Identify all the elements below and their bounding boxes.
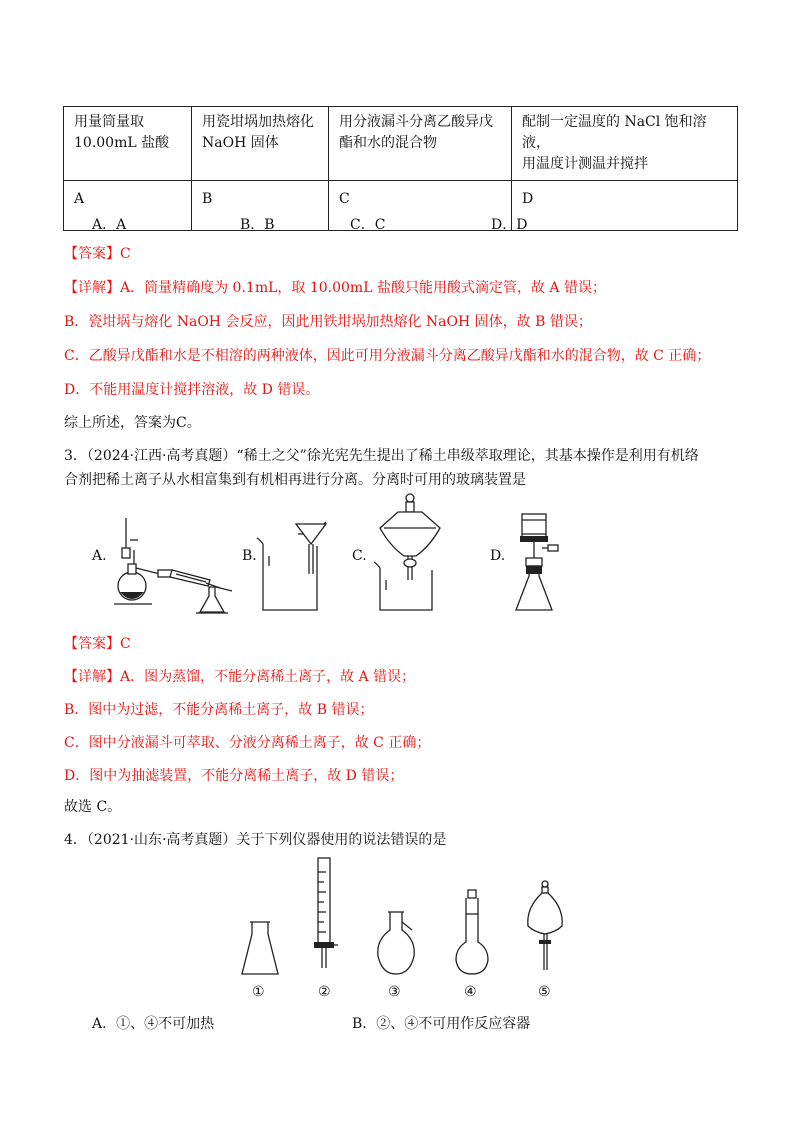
suction-filter-icon [516,514,558,610]
q3-apparatus-figure [60,488,580,618]
detail-line: C．乙酸异戊酯和水是不相溶的两种液体，因此可用分液漏斗分离乙酸异戊酯和水的混合物，故 C 正确； [64,348,711,364]
figure-label: C. [352,548,367,564]
table-cell: A [64,181,192,231]
separatory-funnel-icon [374,494,440,610]
figure-label: ② [318,984,331,1000]
conclusion: 故选 C。 [64,799,122,815]
table-row [64,181,738,231]
table-cell: 用分液漏斗分离乙酸异戊 酯和水的混合物 [329,107,512,181]
question-stem: 合剂把稀土离子从水相富集到有机相再进行分离。分离时可用的玻璃装置是 [64,472,526,488]
figure-label: ③ [388,984,401,1000]
detail-line: 【详解】A．筒量精确度为 0.1mL，取 10.00mL 盐酸只能用酸式滴定管，故 A 错误； [64,280,606,296]
separatory-funnel-icon [528,881,562,970]
detail-line: B．图中为过滤，不能分离稀土离子，故 B 错误； [64,702,374,718]
burette-icon [314,858,338,968]
option-c: C．C [350,217,386,233]
q4-instrument-figure [230,852,570,1002]
figure-label: ① [252,984,265,1000]
conical-flask-icon [242,922,278,974]
figure-label: B. [242,548,257,564]
figure-label: A. [92,548,107,564]
question-stem: 4．（2021·山东·高考真题）关于下列仪器使用的说法错误的是 [64,832,447,848]
answer-label: 【答案】C [64,246,131,262]
table-cell: C [329,181,512,231]
option-a: A．A [92,217,127,233]
detail-line: 【详解】A．图为蒸馏，不能分离稀土离子，故 A 错误； [64,669,416,685]
table-cell: 用瓷坩埚加热熔化 NaOH 固体 [192,107,329,181]
volumetric-flask-icon [456,890,488,974]
detail-line: D．不能用温度计搅拌溶液，故 D 错误。 [64,382,320,398]
conclusion: 综上所述，答案为C。 [64,415,201,431]
filtration-funnel-icon [257,522,326,610]
option-b: B．②、④不可用作反应容器 [352,1016,531,1032]
distilling-flask-icon [378,912,415,974]
figure-label: D. [490,548,506,564]
table-cell: B [192,181,329,231]
table-row [64,107,738,181]
table-cell: D [512,181,738,231]
figure-label: ④ [464,984,477,1000]
table-cell: 配制一定温度的 NaCl 饱和溶液， 用温度计测温并搅拌 [512,107,738,181]
detail-line: C．图中分液漏斗可萃取、分液分离稀土离子，故 C 正确； [64,735,431,751]
detail-line: D．图中为抽滤装置，不能分离稀土离子，故 D 错误； [64,768,404,784]
apparatus-table [63,106,738,231]
option-b: B．B [240,217,275,233]
question-stem: 3．（2024·江西·高考真题）“稀土之父”徐光宪先生提出了稀土串级萃取理论，其基本操作是利用有机络 [64,448,699,464]
table-cell: 用量筒量取 10.00mL 盐酸 [64,107,192,181]
distillation-apparatus-icon [114,518,232,613]
detail-line: B．瓷坩埚与熔化 NaOH 会反应，因此用铁坩埚加热熔化 NaOH 固体，故 B 错误； [64,314,592,330]
option-d: D．D [491,217,528,233]
option-a: A．①、④不可加热 [92,1016,215,1032]
answer-label: 【答案】C [64,636,131,652]
figure-label: ⑤ [538,984,551,1000]
